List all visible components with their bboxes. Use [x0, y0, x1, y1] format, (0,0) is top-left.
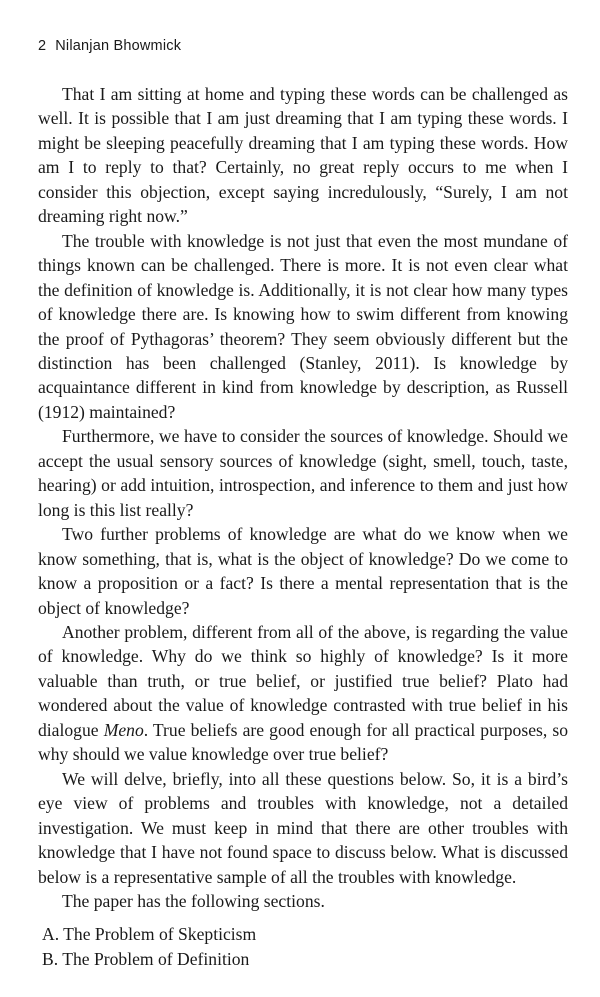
section-item-definition: B. The Problem of Definition [42, 948, 250, 969]
paragraph-overview: We will delve, briefly, into all these questions below. So, it is a bird’s eye view of problems and troubles with knowledge, not a detailed investigation. We must keep in mind that there are other troubles with knowledge that I have not found space to discuss below. What is discussed below is a representative sample of all the troubles with knowledge. [38, 768, 568, 887]
paragraph-sections-intro: The paper has the following sections. [62, 890, 325, 911]
paragraph-trouble-with-knowledge: The trouble with knowledge is not just that even the most mundane of things known can be challenged. There is more. It is not even clear what the definition of knowledge is. Additionally, it is not clear how many types of knowledge there are. Is knowing how to swim different from knowing the proof of Pythagoras’ theorem? They seem obviously different but the distinction has been challenged (Stanley, 2011). Is knowledge by acquaintance different in kind from knowledge by description, as Russell (1912) maintained? [38, 230, 568, 422]
value-paragraph-text-before: Another problem, different from all of the above, is regarding the value of knowledge. Why do we think so highly of knowledge? Is it more valuable than truth, or true belief, or justified true belief? Plato had wondered about the value of knowledge contrasted with true belief in his dialogue [38, 621, 568, 740]
body-text [38, 82, 568, 913]
author-name: Nilanjan Bhowmick [55, 38, 182, 54]
paragraph-object-of-knowledge: Two further problems of knowledge are what do we know when we know something, that is, what is the object of knowledge? Do we come to know a proposition or a fact? Is there a mental representation that is the object of knowledge? [38, 524, 568, 618]
value-paragraph-text-after: . True beliefs are good enough for all practical purposes, so why should we value knowledge over true belief? [38, 719, 568, 765]
paragraph-value-of-knowledge [38, 620, 568, 767]
paragraph-dreaming-objection: That I am sitting at home and typing these words can be challenged as well. It is possible that I am just dreaming that I am typing these words. I might be sleeping peacefully dreaming that I am typing these words. How am I to reply to that? Certainly, no great reply occurs to me when I consider this objection, except saying incredulously, “Surely, I am not dreaming right now.” [38, 84, 568, 227]
paragraph-sources-of-knowledge: Furthermore, we have to consider the sources of knowledge. Should we accept the usual sensory sources of knowledge (sight, smell, touch, taste, hearing) or add intuition, introspection, and inference to them and just how long is this list really? [38, 426, 568, 520]
running-head [38, 38, 181, 54]
section-item-skepticism: A. The Problem of Skepticism [42, 924, 257, 944]
page-number: 2 [38, 38, 47, 54]
section-list [42, 922, 256, 971]
dialogue-title-meno: Meno [103, 719, 144, 740]
